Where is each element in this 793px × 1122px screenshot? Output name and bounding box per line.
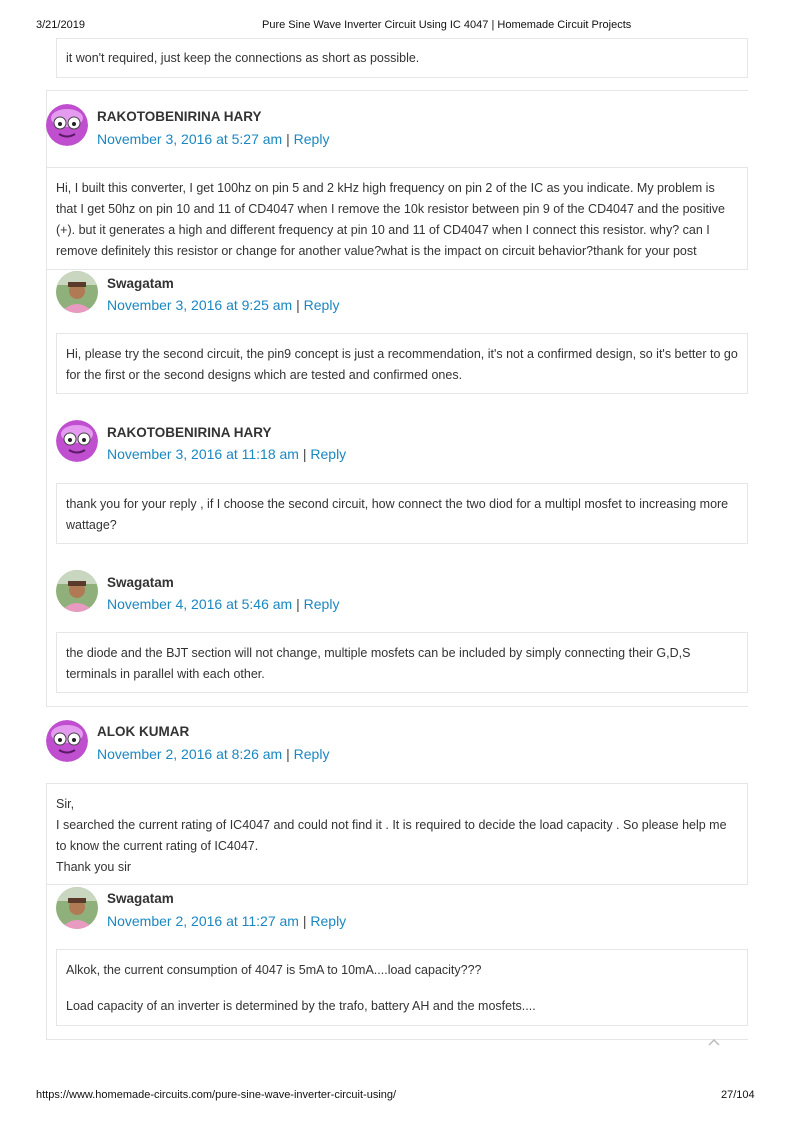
person-photo-icon: [56, 271, 98, 313]
comment-body: Hi, I built this converter, I get 100hz on pin 5 and 2 kHz high frequency on pin 2 of the IC as you indicate. My problem is that I get 50hz on pin 10 and 11 of CD4047 when I remove the 10k resistor between pin 9 of the CD4047 and the positive (+). but it generates a high and different frequency at pin 10 and 11 of CD4047 when I connect this resistor. why? can I remove definitely this resistor or change for another value?what is the impact on circuit behavior?thank for your post: [46, 167, 748, 270]
print-page-number: 27/104: [721, 1089, 755, 1101]
avatar: [56, 570, 98, 612]
meta-separator: |: [296, 297, 304, 313]
comment-date-link[interactable]: November 3, 2016 at 5:27 am: [97, 131, 283, 147]
thread-divider: [46, 706, 748, 707]
meta-separator: |: [286, 746, 294, 762]
reply-link[interactable]: Reply: [310, 913, 347, 929]
comment-body: Sir, I searched the current rating of IC4047 and could not find it . It is required to decide the load capacity . So please help me to know the current rating of IC4047. Thank you sir: [46, 783, 748, 885]
meta-separator: |: [296, 596, 304, 612]
comment-author: RAKOTOBENIRINA HARY: [97, 109, 262, 124]
avatar: [46, 720, 88, 762]
reply-link[interactable]: Reply: [303, 596, 340, 612]
comment-meta: [97, 131, 329, 147]
avatar: [46, 104, 88, 146]
comment-date-link[interactable]: November 2, 2016 at 11:27 am: [107, 913, 299, 929]
chevron-up-icon: [700, 1028, 728, 1056]
comment-date-link[interactable]: November 2, 2016 at 8:26 am: [97, 746, 283, 762]
thread-divider: [46, 1039, 748, 1040]
print-title: Pure Sine Wave Inverter Circuit Using IC 4047 | Homemade Circuit Projects: [262, 19, 632, 31]
print-date: 3/21/2019: [36, 19, 85, 31]
comment-meta: [107, 913, 346, 929]
comment-meta: [107, 297, 339, 313]
comment-body: Hi, please try the second circuit, the pin9 concept is just a recommendation, it's not a confirmed design, so it's better to go for the first or the second designs which are tested and confirmed ones.: [56, 333, 748, 394]
scroll-top-button[interactable]: [700, 1028, 728, 1056]
comment-author: RAKOTOBENIRINA HARY: [107, 425, 272, 440]
reply-link[interactable]: Reply: [293, 746, 330, 762]
meta-separator: |: [302, 446, 311, 462]
monster-avatar-icon: [46, 720, 88, 762]
comment-body: Alkok, the current consumption of 4047 is 5mA to 10mA....load capacity??? Load capacity of an inverter is determined by the trafo, battery AH and the mosfets....: [56, 949, 748, 1026]
print-url: https://www.homemade-circuits.com/pure-sine-wave-inverter-circuit-using/: [36, 1089, 397, 1101]
comment-meta: [107, 596, 339, 612]
meta-separator: |: [302, 913, 311, 929]
monster-avatar-icon: [46, 104, 88, 146]
reply-link[interactable]: Reply: [303, 297, 340, 313]
comment-date-link[interactable]: November 3, 2016 at 9:25 am: [107, 297, 293, 313]
comment-author: Swagatam: [107, 891, 174, 906]
thread-divider: [46, 90, 748, 91]
comment-date-link[interactable]: November 3, 2016 at 11:18 am: [107, 446, 299, 462]
avatar: [56, 420, 98, 462]
reply-link[interactable]: Reply: [310, 446, 347, 462]
comment-date-link[interactable]: November 4, 2016 at 5:46 am: [107, 596, 293, 612]
comment-author: Swagatam: [107, 575, 174, 590]
comment-meta: [97, 746, 329, 762]
person-photo-icon: [56, 887, 98, 929]
reply-link[interactable]: Reply: [293, 131, 330, 147]
comment-author: ALOK KUMAR: [97, 724, 190, 739]
avatar: [56, 271, 98, 313]
meta-separator: |: [286, 131, 294, 147]
comment-body: the diode and the BJT section will not change, multiple mosfets can be included by simply connecting their G,D,S terminals in parallel with each other.: [56, 632, 748, 693]
comment-body: it won't required, just keep the connections as short as possible.: [56, 38, 748, 78]
person-photo-icon: [56, 570, 98, 612]
comment-meta: [107, 446, 346, 462]
avatar: [56, 887, 98, 929]
monster-avatar-icon: [56, 420, 98, 462]
comment-body: thank you for your reply , if I choose the second circuit, how connect the two diod for a multipl mosfet to increasing more wattage?: [56, 483, 748, 544]
comment-author: Swagatam: [107, 276, 174, 291]
